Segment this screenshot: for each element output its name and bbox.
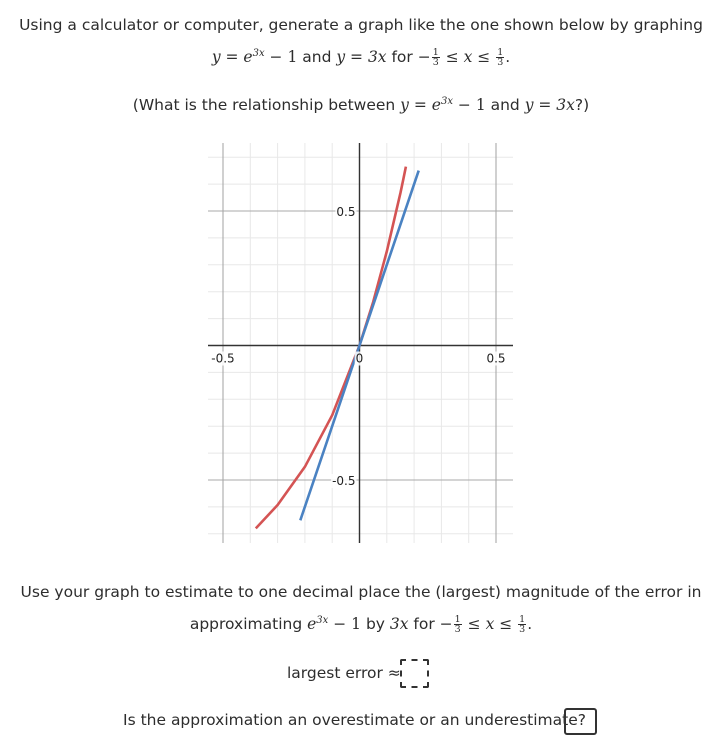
intro-line-1: Using a calculator or computer, generate a graph like the one shown below by graphing bbox=[19, 16, 703, 34]
approx-exp-base: e bbox=[307, 615, 317, 633]
relationship-exp-power: 3x bbox=[440, 96, 453, 107]
intro-x-var: x bbox=[463, 48, 473, 66]
relationship-exp-base: e bbox=[431, 96, 441, 114]
intro-period: . bbox=[505, 48, 511, 66]
intro-frac-low-den: 3 bbox=[432, 57, 439, 68]
approx-le-2: ≤ bbox=[494, 615, 518, 633]
intro-for: for bbox=[386, 48, 418, 66]
approx-frac-low bbox=[454, 615, 462, 634]
relationship-y-eq: y = bbox=[400, 96, 432, 114]
intro-le-2: ≤ bbox=[472, 48, 496, 66]
error-question-line-1: Use your graph to estimate to one decimal place the (largest) magnitude of the error in bbox=[20, 583, 702, 601]
estimate-answer-input[interactable] bbox=[564, 708, 597, 735]
largest-error-input[interactable] bbox=[400, 659, 429, 688]
intro-frac-high bbox=[496, 48, 504, 67]
approx-neg-sign: − bbox=[439, 615, 453, 633]
y-tick-label: -0.5 bbox=[332, 474, 356, 488]
approx-period: . bbox=[527, 615, 533, 633]
y-tick-label: 0.5 bbox=[336, 205, 356, 219]
intro-exp-base: e bbox=[243, 48, 253, 66]
approx-x-var: x bbox=[485, 615, 495, 633]
error-question-line-2 bbox=[0, 615, 722, 634]
approx-text: approximating bbox=[189, 615, 308, 633]
estimate-question: Is the approximation an overestimate or an underestimate? bbox=[123, 711, 586, 729]
relationship-y-eq-2: y = 3x bbox=[524, 96, 575, 114]
relationship-open: (What is the relationship between bbox=[132, 96, 401, 114]
approx-frac-low-num: 1 bbox=[454, 614, 461, 625]
approx-minus-one: − 1 bbox=[328, 615, 362, 633]
approx-for: for bbox=[408, 615, 440, 633]
intro-and: and bbox=[297, 48, 337, 66]
intro-frac-low bbox=[432, 48, 440, 67]
largest-error-label: largest error ≈ bbox=[287, 664, 401, 682]
approx-le-1: ≤ bbox=[462, 615, 486, 633]
approx-frac-low-den: 3 bbox=[454, 624, 461, 635]
approx-exp-power: 3x bbox=[316, 615, 329, 626]
intro-neg-sign: − bbox=[417, 48, 431, 66]
relationship-minus-one: − 1 bbox=[452, 96, 486, 114]
intro-frac-low-num: 1 bbox=[432, 47, 439, 58]
approx-frac-high-den: 3 bbox=[519, 624, 526, 635]
x-tick-label: -0.5 bbox=[211, 351, 235, 366]
approx-frac-high bbox=[518, 615, 526, 634]
exp-curve bbox=[256, 167, 406, 529]
intro-frac-high-num: 1 bbox=[497, 47, 504, 58]
intro-y-eq: y = bbox=[211, 48, 244, 66]
intro-exp-power: 3x bbox=[252, 48, 265, 59]
function-graph bbox=[208, 143, 513, 543]
approx-frac-high-num: 1 bbox=[519, 614, 526, 625]
x-tick-label: 0 bbox=[355, 351, 364, 366]
intro-frac-high-den: 3 bbox=[497, 57, 504, 68]
relationship-and: and bbox=[485, 96, 525, 114]
relationship-close: ?) bbox=[574, 96, 590, 114]
approx-three-x: 3x bbox=[389, 615, 409, 633]
intro-y-eq-2: y = 3x bbox=[336, 48, 387, 66]
intro-le-1: ≤ bbox=[440, 48, 464, 66]
relationship-question bbox=[0, 96, 722, 114]
approx-by: by bbox=[361, 615, 390, 633]
intro-minus-one: − 1 bbox=[264, 48, 298, 66]
intro-equations bbox=[0, 48, 722, 67]
x-tick-label: 0.5 bbox=[486, 351, 506, 366]
